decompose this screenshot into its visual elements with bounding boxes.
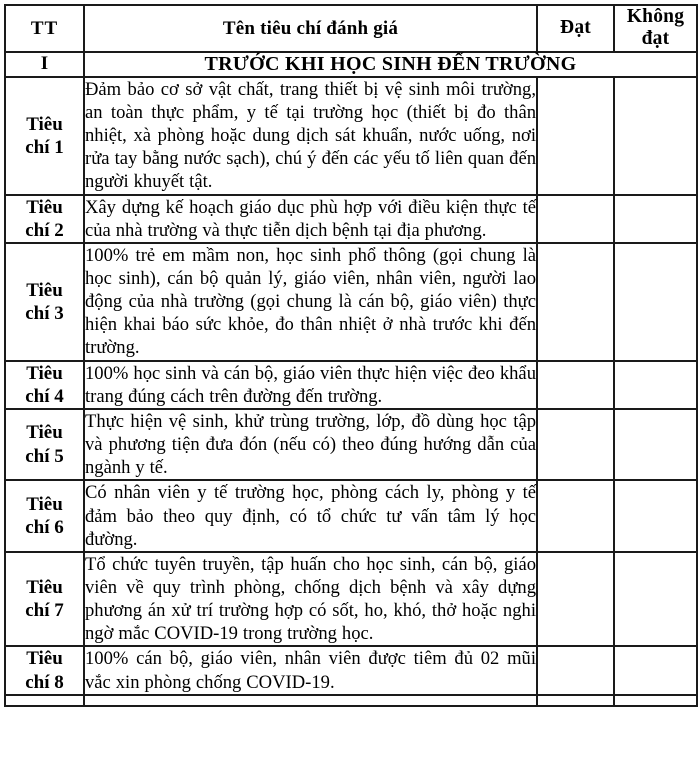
table-row — [5, 552, 697, 647]
table-row — [5, 77, 697, 195]
row-label-line1: Tiêu — [26, 113, 63, 135]
pass-checkbox-cell[interactable] — [537, 361, 614, 409]
row-label-line2: chí 1 — [25, 136, 64, 158]
criterion-text: Đảm bảo cơ sở vật chất, trang thiết bị vệ sinh môi trường, an toàn thực phẩm, y tế tại trường học (thiết bị đo thân nhiệt, xà phòng hoặc dung dịch sát khuẩn, nước uống, nơi rửa tay bằng nước sạch), chú ý đến các yếu tố liên quan đến người khuyết tật. — [84, 77, 537, 195]
clipped-partial-row — [5, 695, 697, 706]
criterion-text: Thực hiện vệ sinh, khử trùng trường, lớp, đồ dùng học tập và phương tiện đưa đón (nếu có) theo đúng hướng dẫn của ngành y tế. — [84, 409, 537, 480]
clipped-cell-tt — [5, 695, 84, 706]
column-header-criteria-name: Tên tiêu chí đánh giá — [84, 5, 537, 52]
fail-checkbox-cell[interactable] — [614, 552, 697, 647]
clipped-cell-pass — [537, 695, 614, 706]
section-number: I — [5, 52, 84, 77]
row-label-3 — [5, 243, 84, 361]
row-label-line2: chí 8 — [25, 671, 64, 693]
table-row — [5, 646, 697, 694]
table-row — [5, 409, 697, 480]
fail-checkbox-cell[interactable] — [614, 77, 697, 195]
row-label-8 — [5, 646, 84, 694]
row-label-line1: Tiêu — [26, 648, 63, 670]
table-row — [5, 361, 697, 409]
criteria-evaluation-table — [4, 4, 698, 707]
pass-checkbox-cell[interactable] — [537, 243, 614, 361]
row-label-4 — [5, 361, 84, 409]
document-page — [0, 4, 700, 783]
clipped-cell-fail — [614, 695, 697, 706]
row-label-line2: chí 5 — [25, 445, 64, 467]
criterion-text: Có nhân viên y tế trường học, phòng cách ly, phòng y tế đảm bảo theo quy định, có tổ chức tư vấn tâm lý học đường. — [84, 480, 537, 551]
section-title: TRƯỚC KHI HỌC SINH ĐẾN TRƯỜNG — [84, 52, 697, 77]
pass-checkbox-cell[interactable] — [537, 552, 614, 647]
fail-checkbox-cell[interactable] — [614, 361, 697, 409]
column-header-fail-line1: Không — [626, 6, 685, 27]
row-label-2 — [5, 195, 84, 243]
row-label-line2: chí 6 — [25, 517, 64, 539]
fail-checkbox-cell[interactable] — [614, 409, 697, 480]
row-label-line1: Tiêu — [26, 422, 63, 444]
row-label-line2: chí 7 — [25, 600, 64, 622]
row-label-line1: Tiêu — [26, 279, 63, 301]
row-label-line1: Tiêu — [26, 576, 63, 598]
criterion-text: 100% học sinh và cán bộ, giáo viên thực hiện việc đeo khẩu trang đúng cách trên đường đến trường. — [84, 361, 537, 409]
table-row — [5, 243, 697, 361]
column-header-fail-line2: đạt — [641, 28, 670, 50]
fail-checkbox-cell[interactable] — [614, 195, 697, 243]
fail-checkbox-cell[interactable] — [614, 480, 697, 551]
pass-checkbox-cell[interactable] — [537, 195, 614, 243]
clipped-cell-name — [84, 695, 537, 706]
section-header-row — [5, 52, 697, 77]
fail-checkbox-cell[interactable] — [614, 243, 697, 361]
row-label-line1: Tiêu — [26, 493, 63, 515]
row-label-line2: chí 3 — [25, 302, 64, 324]
table-row — [5, 195, 697, 243]
row-label-line2: chí 4 — [25, 385, 64, 407]
row-label-1 — [5, 77, 84, 195]
row-label-5 — [5, 409, 84, 480]
criterion-text: 100% cán bộ, giáo viên, nhân viên được tiêm đủ 02 mũi vắc xin phòng chống COVID-19. — [84, 646, 537, 694]
pass-checkbox-cell[interactable] — [537, 77, 614, 195]
row-label-7 — [5, 552, 84, 647]
row-label-6 — [5, 480, 84, 551]
column-header-pass: Đạt — [537, 5, 614, 52]
pass-checkbox-cell[interactable] — [537, 409, 614, 480]
criterion-text: Xây dựng kế hoạch giáo dục phù hợp với điều kiện thực tế của nhà trường và thực tiễn dịch bệnh tại địa phương. — [84, 195, 537, 243]
criterion-text: 100% trẻ em mầm non, học sinh phổ thông (gọi chung là học sinh), cán bộ quản lý, giáo viên, nhân viên, người lao động của nhà trường (gọi chung là cán bộ, giáo viên) thực hiện khai báo sức khỏe, đo thân nhiệt ở nhà trước khi đến trường. — [84, 243, 537, 361]
pass-checkbox-cell[interactable] — [537, 646, 614, 694]
row-label-line1: Tiêu — [26, 196, 63, 218]
pass-checkbox-cell[interactable] — [537, 480, 614, 551]
column-header-fail — [614, 5, 697, 52]
table-row — [5, 480, 697, 551]
row-label-line2: chí 2 — [25, 219, 64, 241]
fail-checkbox-cell[interactable] — [614, 646, 697, 694]
criterion-text: Tổ chức tuyên truyền, tập huấn cho học sinh, cán bộ, giáo viên về quy trình phòng, chống dịch bệnh và xây dựng phương án xử trí trường hợp có sốt, ho, khó, thở hoặc nghi ngờ mắc COVID-19 trong trường học. — [84, 552, 537, 647]
row-label-line1: Tiêu — [26, 362, 63, 384]
table-header-row — [5, 5, 697, 52]
column-header-tt: TT — [5, 5, 84, 52]
